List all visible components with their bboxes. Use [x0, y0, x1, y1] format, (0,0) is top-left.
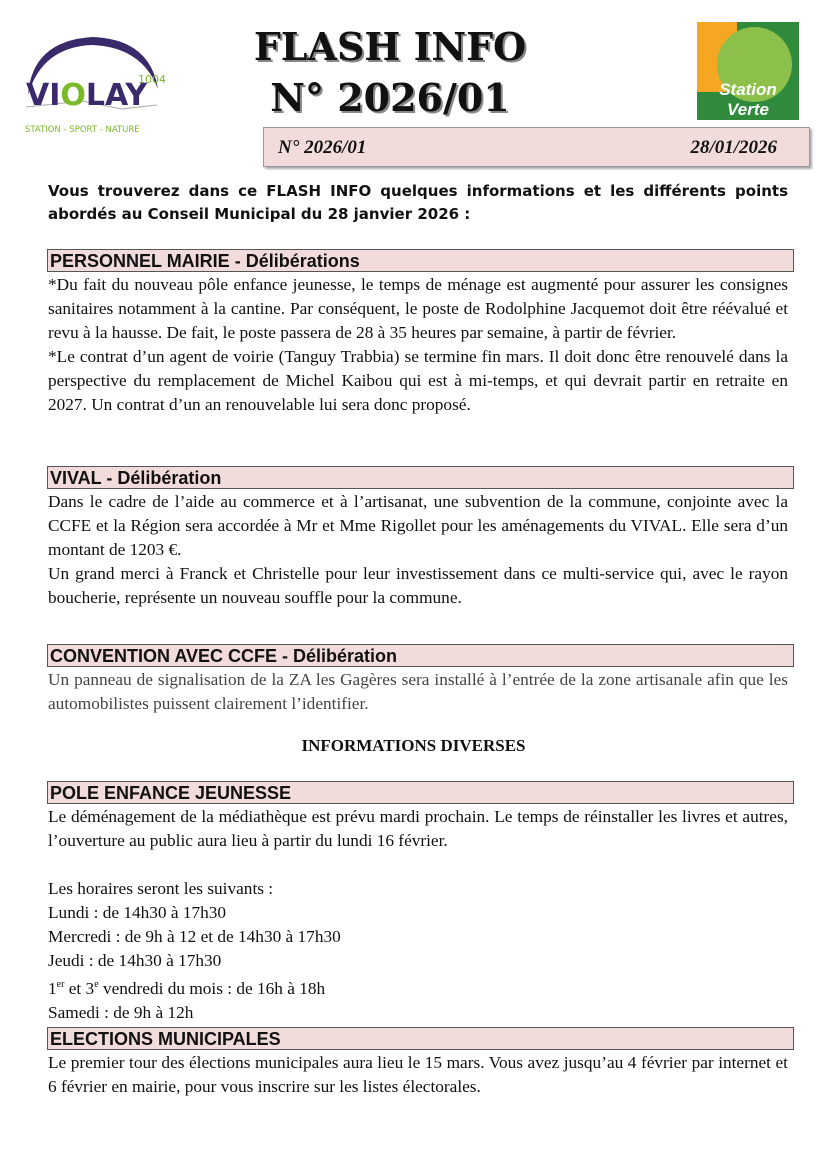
section-heading-convention: CONVENTION AVEC CCFE - Délibération — [47, 644, 794, 667]
hours-line: Mercredi : de 9h à 12 et de 14h30 à 17h30 — [48, 927, 341, 946]
paragraph: *Le contrat d’un agent de voirie (Tanguy Trabbia) se termine fin mars. Il doit donc être renouvelé dans la perspective du remplacement de Michel Kaibou qui est à mi-temps, et qui devrait partir en retraite en 2027. Un contrat d’un an renouvelable lui sera donc proposé. — [48, 347, 788, 414]
section-body-pole-enfance — [48, 805, 788, 1025]
paragraph: *Du fait du nouveau pôle enfance jeunesse, le temps de ménage est augmenté pour assurer les consignes sanitaires notamment à la cantine. Par conséquent, le poste de Rodolphine Jacquemot doit être réévalué et revu à la hausse. De fait, le poste passera de 28 à 35 heures par semaine, à partir de février. — [48, 275, 788, 342]
text: et 3 — [64, 978, 95, 998]
text: e — [94, 979, 99, 990]
paragraph: Le déménagement de la médiathèque est prévu mardi prochain. Le temps de réinstaller les livres et autres, l’ouverture au public aura lieu à partir du lundi 16 février. — [48, 807, 788, 850]
issue-number: N° 2026/01 — [278, 137, 367, 158]
section-heading-vival: VIVAL - Délibération — [47, 466, 794, 489]
hours-line: Samedi : de 9h à 12h — [48, 1002, 194, 1022]
hours-line: Jeudi : de 14h30 à 17h30 — [48, 951, 222, 970]
informations-diverses-heading: INFORMATIONS DIVERSES — [301, 736, 526, 755]
violay-logo — [22, 33, 166, 138]
section-heading-personnel: PERSONNEL MAIRIE - Délibérations — [47, 249, 794, 272]
hours-line-friday — [48, 973, 788, 1001]
paragraph: Le premier tour des élections municipales aura lieu le 15 mars. Vous avez jusqu’au 4 février par internet et 6 février en mairie, pour vous inscrire sur les listes électorales. — [48, 1053, 788, 1096]
issue-band — [263, 127, 810, 167]
section-heading-elections: ELECTIONS MUNICIPALES — [47, 1027, 794, 1050]
hours-intro: Les horaires seront les suivants : — [48, 879, 274, 898]
section-body-elections — [48, 1051, 788, 1099]
section-body-vival — [48, 490, 788, 610]
svg-text:VIOLAY: VIOLAY — [26, 78, 148, 113]
section-body-convention — [48, 668, 788, 716]
paragraph: Un panneau de signalisation de la ZA les Gagères sera installé à l’entrée de la zone artisanale afin que les automobilistes puissent clairement l’identifier. — [48, 670, 788, 713]
title-line1: FLASH INFO — [253, 24, 527, 69]
paragraph: Dans le cadre de l’aide au commerce et à l’artisanat, une subvention de la commune, conjointe avec la CCFE et la Région sera accordée à Mr et Mme Rigollet pour les aménagements du VIVAL. Elle sera d’un montant de 1203 €. — [48, 492, 788, 559]
text: vendredi du mois : de 16h à 18h — [98, 978, 326, 998]
station-verte-logo: Station Verte — [697, 22, 799, 120]
issue-date: 28/01/2026 — [690, 137, 777, 158]
text: er — [56, 979, 65, 990]
text: 1 — [48, 978, 57, 998]
paragraph: Un grand merci à Franck et Christelle pour leur investissement dans ce multi-service qui, avec le rayon boucherie, représente un nouveau souffle pour la commune. — [48, 564, 788, 607]
intro-text: Vous trouverez dans ce FLASH INFO quelques informations et les différents points abordés au Conseil Municipal du 28 janvier 2026 : — [48, 182, 788, 223]
svg-text:STATION - SPORT - NATURE: STATION - SPORT - NATURE — [25, 125, 140, 135]
title-line2: N° 2026/01 — [270, 75, 510, 120]
section-heading-pole-enfance: POLE ENFANCE JEUNESSE — [47, 781, 794, 804]
svg-text:1004: 1004 — [138, 73, 166, 86]
section-body-personnel — [48, 273, 788, 417]
hours-line: Lundi : de 14h30 à 17h30 — [48, 903, 227, 922]
